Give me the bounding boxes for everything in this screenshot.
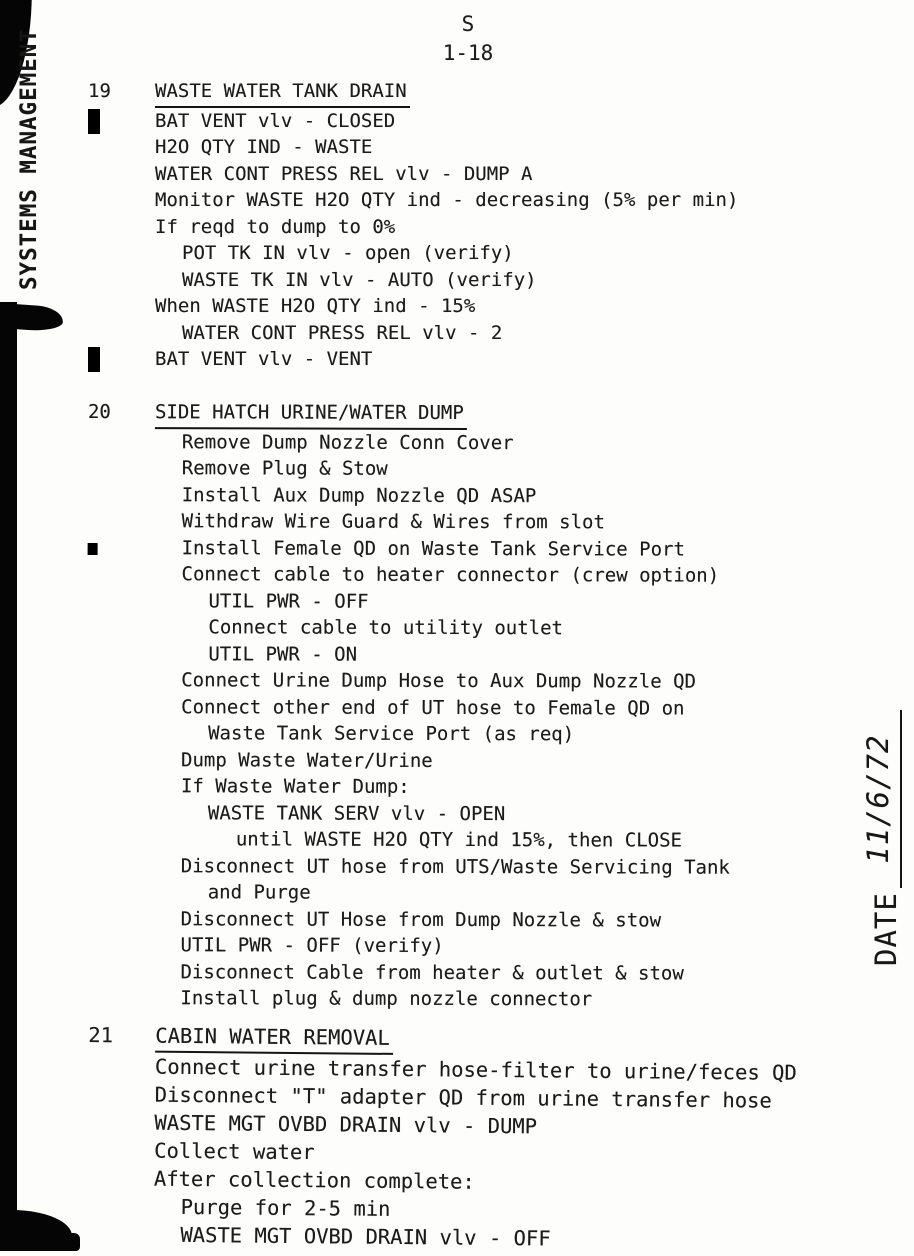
change-bar-mark — [88, 347, 100, 372]
change-bar-mark — [88, 109, 100, 134]
procedure-step: BAT VENT vlv - CLOSED — [155, 108, 888, 135]
procedure-step: Withdraw Wire Guard & Wires from slot — [181, 509, 605, 533]
scan-artifact-page-curl — [0, 303, 64, 332]
procedure-step: Disconnect Cable from heater & outlet & stow — [180, 960, 684, 984]
procedure-step: Connect urine transfer hose-filter to urine/feces QD — [154, 1054, 797, 1085]
section-number: 19 — [88, 80, 111, 102]
procedure-section-20 — [86, 399, 888, 1014]
procedure-step: WATER CONT PRESS REL vlv - 2 — [182, 321, 503, 344]
procedure-step: WATER CONT PRESS REL vlv - DUMP A — [155, 162, 533, 185]
procedure-step: WASTE TK IN vlv - AUTO (verify) — [182, 268, 537, 291]
procedure-step: After collection complete: — [153, 1166, 475, 1194]
procedure-step: Disconnect UT Hose from Dump Nozzle & stow — [180, 907, 662, 931]
date-value: 11/6/72 — [864, 710, 902, 888]
procedure-step: BAT VENT vlv - VENT — [155, 346, 888, 373]
section-number: 21 — [88, 1023, 114, 1048]
procedure-step: POT TK IN vlv - open (verify) — [182, 242, 514, 264]
procedure-step: Waste Tank Service Port (as req) — [208, 721, 575, 745]
page-header — [400, 10, 536, 68]
procedure-sections — [87, 78, 888, 1251]
procedure-step: Monitor WASTE H2O QTY ind - decreasing (5% per min) — [155, 189, 739, 211]
procedure-step: Collect water — [154, 1138, 315, 1165]
procedure-step: Disconnect "T" adapter QD from urine transfer hose — [154, 1082, 772, 1113]
section-letter: S — [461, 12, 475, 36]
page-number: 1-18 — [442, 41, 494, 65]
procedure-step: Purge for 2-5 min — [180, 1194, 391, 1221]
procedure-step: Remove Dump Nozzle Conn Cover — [181, 430, 514, 454]
section-title: CABIN WATER REMOVAL — [155, 1022, 393, 1055]
procedure-section-21 — [86, 1021, 888, 1256]
procedure-step: Dump Waste Water/Urine — [181, 748, 433, 771]
procedure-step: If Waste Water Dump: — [180, 774, 410, 798]
procedure-step: Disconnect UT hose from UTS/Waste Servicing Tank — [180, 854, 730, 878]
revision-square-mark — [88, 542, 98, 554]
procedure-step: until WASTE H2O QTY ind 15%, then CLOSE — [235, 827, 682, 852]
procedure-step: Connect Urine Dump Hose to Aux Dump Nozzle QD — [181, 668, 697, 693]
procedure-step: WASTE MGT OVBD DRAIN vlv - OFF — [180, 1222, 551, 1251]
procedure-step: UTIL PWR - ON — [208, 642, 358, 665]
scan-artifact-left-edge-strip — [0, 302, 17, 1251]
procedure-step: WASTE MGT OVBD DRAIN vlv - DUMP — [154, 1110, 538, 1139]
section-title: SIDE HATCH URINE/WATER DUMP — [155, 399, 467, 429]
procedure-step: Remove Plug & Stow — [181, 456, 388, 480]
procedure-step: Connect cable to utility outlet — [208, 615, 564, 639]
procedure-step: WASTE TANK SERV vlv - OPEN — [207, 801, 506, 825]
procedure-section-19 — [88, 78, 888, 373]
date-label: DATE — [869, 892, 903, 966]
procedure-step: When WASTE H2O QTY ind - 15% — [155, 295, 476, 317]
scan-artifact-bottom-left-corner — [0, 1210, 72, 1251]
scan-artifact-bottom-left-step — [66, 1233, 80, 1251]
side-tab-label: SYSTEMS MANAGEMENT — [16, 28, 42, 290]
section-title: WASTE WATER TANK DRAIN — [155, 78, 410, 108]
procedure-step: Install Female QD on Waste Tank Service Port — [155, 534, 888, 562]
procedure-step: Install plug & dump nozzle connector — [180, 986, 593, 1010]
procedure-step: H2O QTY IND - WASTE — [155, 136, 373, 158]
procedure-step: and Purge — [207, 880, 311, 904]
section-number: 20 — [87, 400, 111, 423]
procedure-step: Connect cable to heater connector (crew option) — [181, 562, 720, 587]
procedure-step: Connect other end of UT hose to Female QD on — [181, 695, 685, 719]
procedure-step: If reqd to dump to 0% — [155, 215, 396, 238]
procedure-step: UTIL PWR - OFF — [208, 589, 369, 612]
procedure-step: UTIL PWR - OFF (verify) — [180, 933, 444, 957]
procedure-step: Install Aux Dump Nozzle QD ASAP — [181, 483, 537, 507]
